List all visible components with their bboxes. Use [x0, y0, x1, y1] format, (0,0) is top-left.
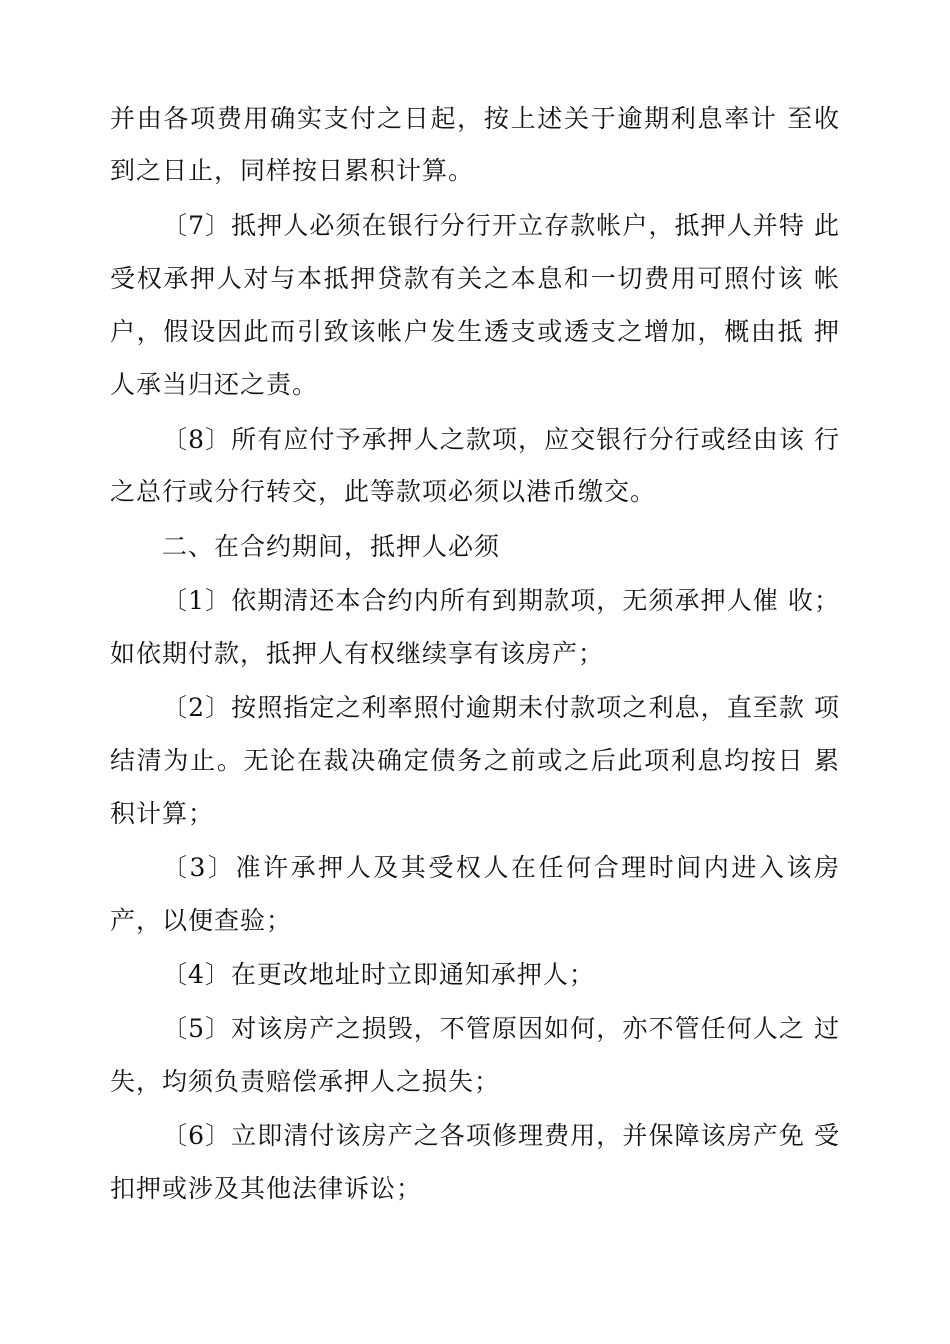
text-line: 之总行或分行转交，此等款项必须以港币缴交。	[110, 477, 657, 506]
text-line: 到之日止，同样按日累积计算。	[110, 156, 475, 185]
text-line: 〔5〕对该房产之损毁，不管原因如何，亦不管任何人之 过	[162, 1014, 840, 1043]
text-line: 扣押或涉及其他法律诉讼；	[110, 1174, 423, 1203]
section-heading: 二、在合约期间，抵押人必须	[162, 532, 501, 561]
text-line: 失，均须负责赔偿承押人之损失；	[110, 1067, 501, 1096]
text-line: 受权承押人对与本抵押贷款有关之本息和一切费用可照付该 帐	[110, 264, 840, 293]
text-line: 并由各项费用确实支付之日起，按上述关于逾期利息率计 至收	[110, 104, 840, 133]
text-line: 如依期付款，抵押人有权继续享有该房产；	[110, 639, 605, 668]
text-line: 结清为止。无论在裁决确定债务之前或之后此项利息均按日 累	[110, 746, 840, 775]
text-line: 〔2〕按照指定之利率照付逾期未付款项之利息，直至款 项	[162, 693, 840, 722]
text-line: 〔7〕抵押人必须在银行分行开立存款帐户，抵押人并特 此	[162, 211, 840, 240]
text-line: 〔3〕准许承押人及其受权人在任何合理时间内进入该房	[162, 853, 840, 882]
text-line: 〔6〕立即清付该房产之各项修理费用，并保障该房产免 受	[162, 1121, 840, 1150]
text-line: 户，假设因此而引致该帐户发生透支或透支之增加，概由抵 押	[110, 317, 840, 346]
text-line: 〔8〕所有应付予承押人之款项，应交银行分行或经由该 行	[162, 425, 840, 454]
text-line: 人承当归还之责。	[110, 370, 319, 399]
text-line: 〔1〕依期清还本合约内所有到期款项，无须承押人催 收；	[162, 586, 840, 615]
text-line: 产，以便查验；	[110, 906, 293, 935]
text-line: 〔4〕在更改地址时立即通知承押人；	[162, 960, 595, 989]
text-line: 积计算；	[110, 799, 215, 828]
